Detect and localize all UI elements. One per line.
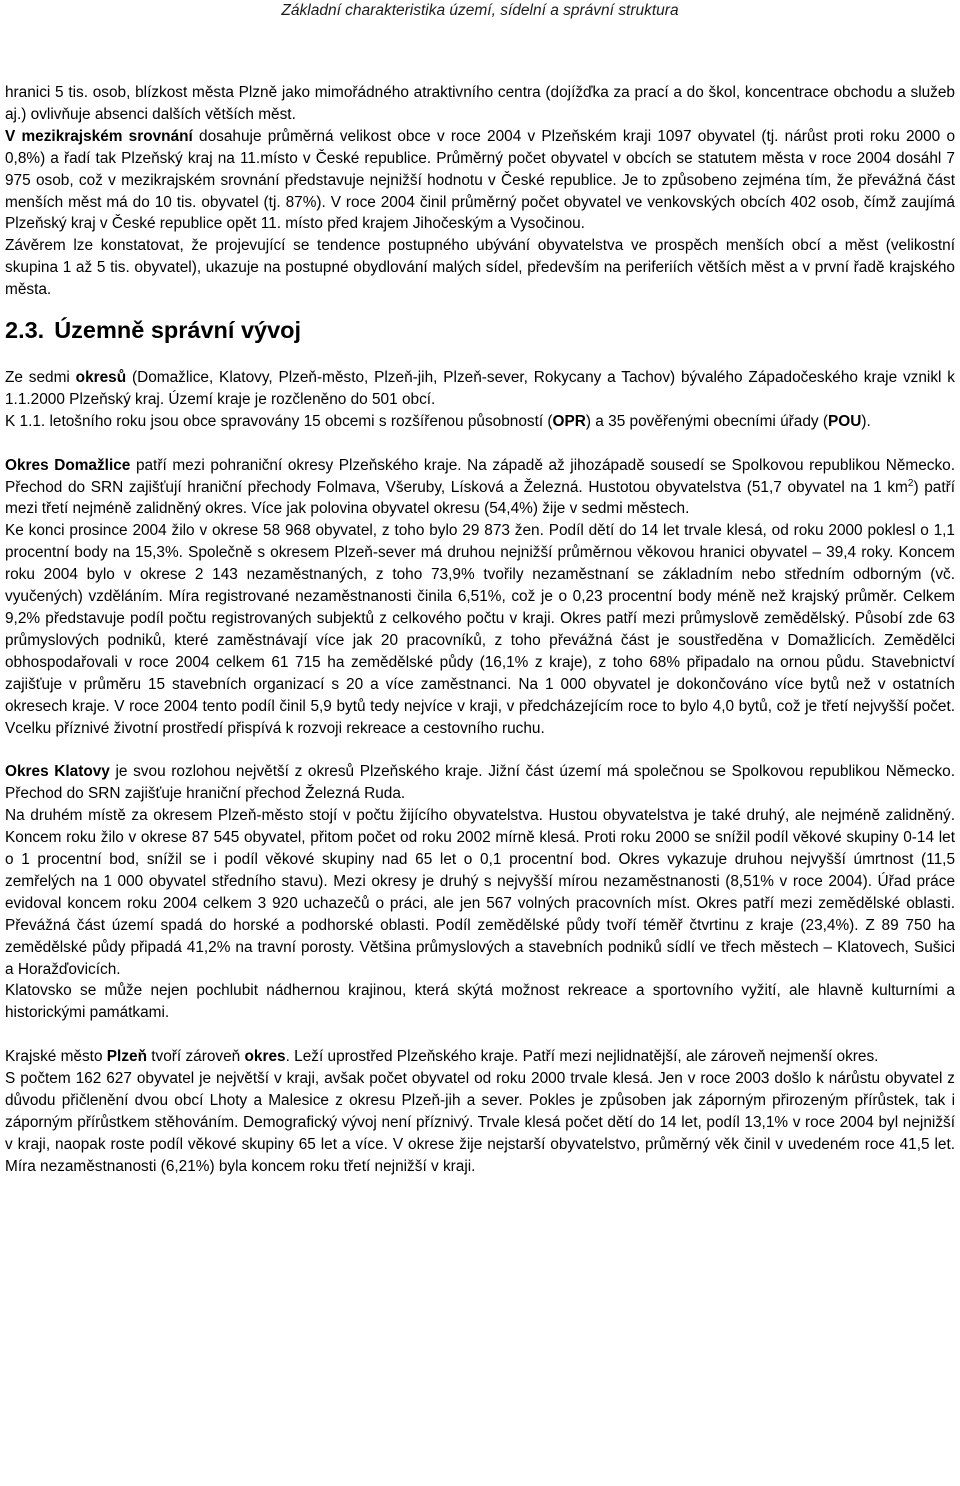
- page-header: Základní charakteristika území, sídelní a správní struktura: [281, 2, 679, 19]
- klatovy-paragraph-3: Klatovsko se může nejen pochlubit nádhernou krajinou, která skýtá možnost rekreace a sportovního vyžití, ale hlavně kulturními a historickými památkami.: [5, 982, 955, 1022]
- plzen-paragraph-2: S počtem 162 627 obyvatel je největší v kraji, avšak počet obyvatel od roku 2000 trvale klesá. Jen v roce 2003 došlo k nárůstu obyvatel z důvodu přičlenění dvou obcí Lhoty a Malesice z okresu Plzeň-jih a sever. Pokles je způsoben jak záporným přirozeným přírůstek, tak i záporným přírůstkem stěhováním. Demografický vývoj není příznivý. Trvale klesá počet dětí do 14 let, podíl 13,1% v roce 2004 byl nejnižší v kraji, naopak roste podíl věkové skupiny 65 let a více. V okrese žije nejstarší obyvatelstvo, průměrný věk činil v uvedeném roce 41,5 let. Míra nezaměstnanosti (6,21%) byla koncem roku třetí nejnižší v kraji.: [5, 1070, 955, 1175]
- section-heading: [5, 315, 955, 345]
- conclusion-paragraph: Závěrem lze konstatovat, že projevující se tendence postupného ubývání obyvatelstva ve prospěch menších obcí a měst (velikostní skupina 1 až 5 tis. obyvatel), ukazuje na postupné obydlování malých sídel, především na periferiích větších měst a v první řadě krajského města.: [5, 237, 955, 299]
- plzen-text-a: Krajské město: [5, 1048, 107, 1066]
- pou-abbr: POU: [828, 412, 862, 430]
- intro-paragraph: hranici 5 tis. osob, blízkost města Plzně jako mimořádného atraktivního centra (dojížďka za prací a do škol, koncentrace obchodu a služeb aj.) ovlivňuje absenci dalších větších měst.: [5, 84, 955, 123]
- plzen-paragraph-1: [5, 1046, 955, 1068]
- klatovy-paragraph-2: Na druhém místě za okresem Plzeň-město stojí v počtu žijícího obyvatelstva. Hustou obyvatelstva je také druhý, ale nejméně zalidněný. Koncem roku žilo v okrese 87 545 obyvatel, přitom počet od roku 2002 mírně klesá. Proti roku 2000 se snížil podíl věkové skupiny 0-14 let o 1 procentní bod, snížil se i podíl věkové skupiny nad 65 let o 0,1 procentní bod. Okres vykazuje druhou nejvyšší úmrtnost (11,5 zemřelých na 1 000 obyvatel středního stavu). Mezi okresy je druhý s nejvyšší mírou nezaměstnanosti (8,51% v roce 2004). Úřad práce evidoval koncem roku 2004 celkem 3 920 uchazečů o práci, ale jen 567 volných pracovních míst. Okres patří mezi zemědělské oblasti. Převážná část území spadá do horské a podhorské oblasti. Podíl zemědělské půdy tvoří téměř čtvrtinu z kraje (23,4%). Z 89 750 ha zemědělské půdy připadá 41,2% na travní porosty. Většina průmyslových a stavebních podniků sídlí ve třech městech – Klatovech, Sušici a Horažďovicích.: [5, 807, 955, 978]
- plzen-bold: Plzeň: [106, 1048, 147, 1066]
- paragraph-gap: [5, 739, 955, 761]
- comparison-paragraph: [5, 126, 955, 236]
- section-title: Územně správní vývoj: [54, 317, 302, 344]
- districts-text-b: (Domažlice, Klatovy, Plzeň-město, Plzeň-jih, Plzeň-sever, Rokycany a Tachov) bývalého Západočeského kraje vznikl k 1.1.2000 Plzeňský kraj. Území kraje je rozčleněno do 501 obcí.: [5, 369, 955, 408]
- comparison-heading: V mezikrajském srovnání: [5, 127, 193, 145]
- paragraph-gap: [5, 1024, 955, 1046]
- plzen-text-b: tvoří zároveň: [147, 1048, 245, 1066]
- comparison-text: dosahuje průměrná velikost obce v roce 2004 v Plzeňském kraji 1097 obyvatel (tj. nárůst proti roku 2000 o 0,8%) a řadí tak Plzeňský kraj na 11.místo v České republice. Průměrný počet obyvatel v obcích se statutem města v roce 2004 dosáhl 7 975 osob, což v mezikrajském srovnání představuje nejnižší hodnotu v České republice. Je to způsobeno zejména tím, že převážná část menších měst má do 10 tis. obyvatel (tj. 87%). V roce 2004 činil průměrný počet obyvatel ve venkovských obcích 402 osob, čímž zaujímá Plzeňský kraj v České republice opět 11. místo před krajem Jihočeským a Vysočinou.: [5, 127, 955, 233]
- domazlice-heading: Okres Domažlice: [5, 456, 131, 474]
- okres-bold: okres: [244, 1048, 286, 1066]
- domazlice-text-b: ) patří mezi třetí nejméně zalidněný okres. Více jak polovina obyvatel okresu (54,4%) žije v sedmi městech.: [5, 478, 955, 518]
- opr-abbr: OPR: [552, 412, 586, 430]
- document-body: [5, 82, 955, 1178]
- admin-text-a: K 1.1. letošního roku jsou obce spravovány 15 obcemi s rozšířenou působností (: [5, 412, 553, 430]
- administration-paragraph: [5, 411, 955, 433]
- domazlice-text-a: patří mezi pohraniční okresy Plzeňského kraje. Na západě až jihozápadě sousedí se Spolkovou republikou Německo. Přechod do SRN zajišťují hraniční přechody Folmava, Všeruby, Lísková a Železná. Hustotou obyvatelstva (51,7 obyvatel na 1 km: [5, 456, 955, 496]
- section-number: 2.3.: [5, 317, 45, 344]
- districts-text-a: Ze sedmi: [5, 369, 76, 387]
- districts-paragraph: [5, 367, 955, 411]
- admin-text-b: ) a 35 pověřenými obecními úřady (: [585, 412, 828, 430]
- plzen-text-c: . Leží uprostřed Plzeňského kraje. Patří mezi nejlidnatější, ale zároveň nejmenší okres.: [285, 1048, 879, 1066]
- klatovy-paragraph-1: [5, 761, 955, 805]
- admin-text-c: ).: [861, 412, 871, 430]
- domazlice-paragraph-1: [5, 455, 955, 521]
- domazlice-paragraph-2: Ke konci prosince 2004 žilo v okrese 58 968 obyvatel, z toho bylo 29 873 žen. Podíl dětí do 14 let trvale klesá, od roku 2000 poklesl o 1,1 procentní body na 15,3%. Společně s okresem Plzeň-sever má druhou nejnižší průměrnou věkovou hranici obyvatel – 39,4 roky. Koncem roku 2004 bylo v okrese 2 143 nezaměstnaných, z toho 73,9% tvořily nezaměstnaní se základním nebo středním odborným (vč. vyučených) vzděláním. Míra registrované nezaměstnanosti činila 6,51%, což je o 0,23 procentní body méně než krajský průměr. Celkem 9,2% představuje podíl počtu registrovaných subjektů z celkového počtu v kraji. Okres patří mezi průmyslově zemědělský. Působí zde 63 průmyslových podniků, které zaměstnávají více jak 20 pracovníků, z toho převážná část je soustředěna v Domažlicích. Zemědělci obhospodařovali v roce 2004 celkem 61 715 ha zemědělské půdy (16,1% z kraje), z toho 68% připadalo na ornou půdu. Stavebnictví zajišťuje v průměru 15 stavebních organizací s 20 a více zaměstnanci. Na 1 000 obyvatel je dokončováno více bytů než v ostatních okresech kraje. V roce 2004 tento podíl činil 5,9 bytů tedy nejvíce v kraji, v předcházejícím roce to bylo 4,0 bytů, což je třetí nejvyšší počet. Vcelku příznivé životní prostředí přispívá k rozvoji rekreace a cestovního ruchu.: [5, 522, 955, 737]
- districts-bold: okresů: [75, 369, 127, 387]
- klatovy-heading: Okres Klatovy: [5, 763, 110, 781]
- klatovy-text: je svou rozlohou největší z okresů Plzeňského kraje. Jižní část území má společnou se Spolkovou republikou Německo. Přechod do SRN zajišťuje hraniční přechod Železná Ruda.: [5, 763, 956, 803]
- superscript: 2: [907, 477, 914, 489]
- paragraph-gap: [5, 433, 955, 455]
